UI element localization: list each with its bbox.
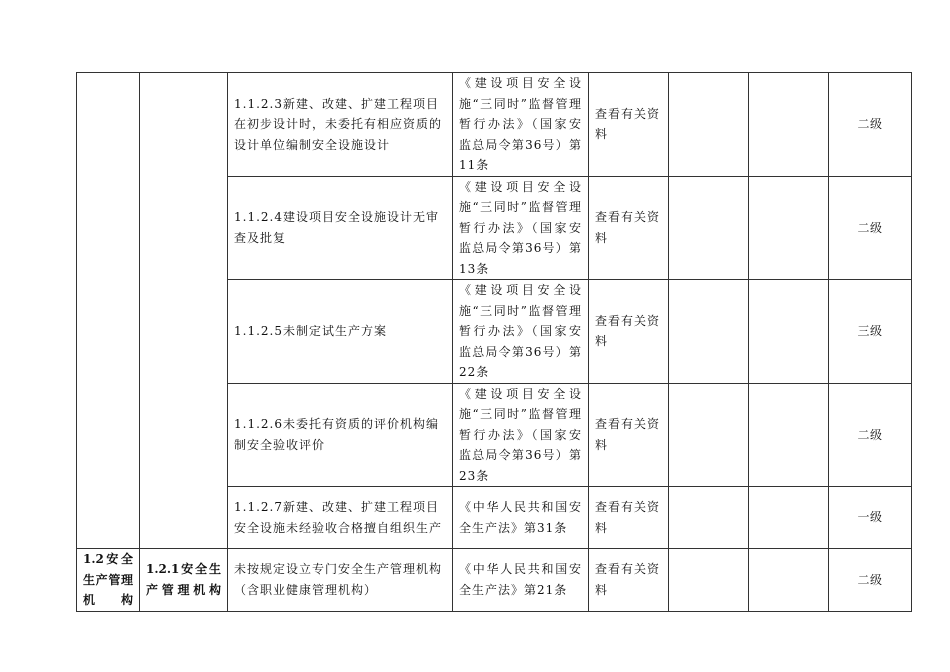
category-label: 1.2安全生产管理机构	[77, 549, 140, 612]
blank-cell	[749, 176, 829, 280]
blank-cell	[749, 487, 829, 549]
blank-cell	[669, 73, 749, 177]
subcategory-label: 1.2.1安全生产管理机构	[140, 549, 228, 612]
blank-cell	[749, 383, 829, 487]
subcategory-cell-empty	[140, 73, 228, 549]
legal-basis: 《建设项目安全设施“三同时”监督管理暂行办法》（国家安监总局令第36号）第23条	[453, 383, 589, 487]
hazard-level: 二级	[829, 383, 912, 487]
blank-cell	[749, 549, 829, 612]
table-row	[77, 73, 912, 177]
blank-cell	[669, 549, 749, 612]
check-item: 1.1.2.7新建、改建、扩建工程项目安全设施未经验收合格擅自组织生产	[228, 487, 453, 549]
check-item: 未按规定设立专门安全生产管理机构（含职业健康管理机构）	[228, 549, 453, 612]
check-method: 查看有关资料	[589, 487, 669, 549]
legal-basis: 《建设项目安全设施“三同时”监督管理暂行办法》（国家安监总局令第36号）第11条	[453, 73, 589, 177]
check-method: 查看有关资料	[589, 280, 669, 384]
blank-cell	[669, 280, 749, 384]
check-method: 查看有关资料	[589, 73, 669, 177]
blank-cell	[749, 280, 829, 384]
hazard-level: 一级	[829, 487, 912, 549]
check-item: 1.1.2.5未制定试生产方案	[228, 280, 453, 384]
legal-basis: 《中华人民共和国安全生产法》第31条	[453, 487, 589, 549]
hazard-level: 二级	[829, 176, 912, 280]
legal-basis: 《中华人民共和国安全生产法》第21条	[453, 549, 589, 612]
legal-basis: 《建设项目安全设施“三同时”监督管理暂行办法》（国家安监总局令第36号）第22条	[453, 280, 589, 384]
check-method: 查看有关资料	[589, 383, 669, 487]
blank-cell	[669, 487, 749, 549]
table-row	[77, 549, 912, 612]
check-item: 1.1.2.4建设项目安全设施设计无审查及批复	[228, 176, 453, 280]
check-method: 查看有关资料	[589, 549, 669, 612]
blank-cell	[749, 73, 829, 177]
check-method: 查看有关资料	[589, 176, 669, 280]
category-cell-empty	[77, 73, 140, 549]
legal-basis: 《建设项目安全设施“三同时”监督管理暂行办法》（国家安监总局令第36号）第13条	[453, 176, 589, 280]
hazard-level: 三级	[829, 280, 912, 384]
check-item: 1.1.2.3新建、改建、扩建工程项目在初步设计时，未委托有相应资质的设计单位编制安全设施设计	[228, 73, 453, 177]
hazard-level: 二级	[829, 549, 912, 612]
regulation-table	[76, 72, 912, 612]
blank-cell	[669, 176, 749, 280]
hazard-level: 二级	[829, 73, 912, 177]
check-item: 1.1.2.6未委托有资质的评价机构编制安全验收评价	[228, 383, 453, 487]
blank-cell	[669, 383, 749, 487]
